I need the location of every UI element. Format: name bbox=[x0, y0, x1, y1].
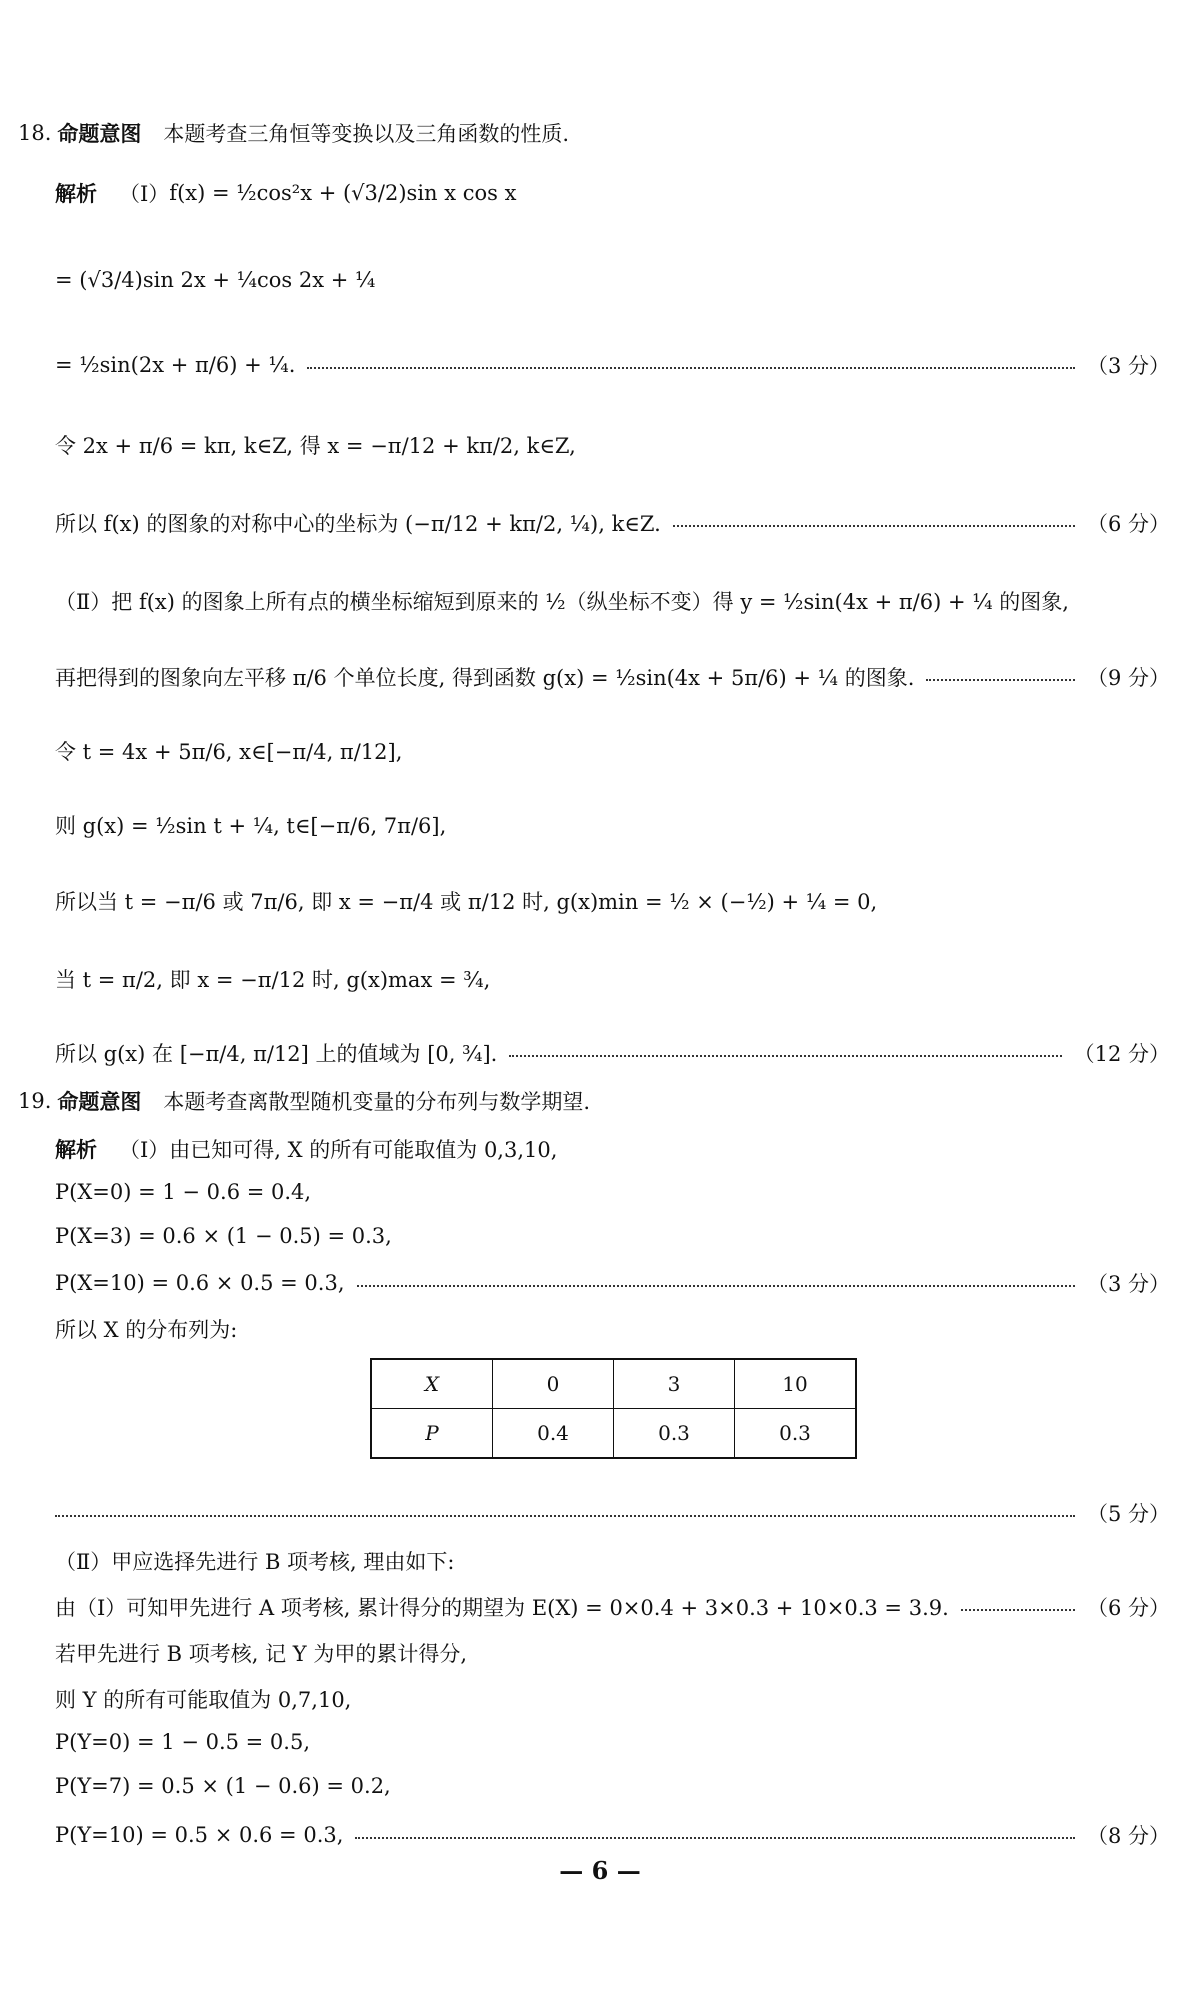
q18-line5-score: （6 分） bbox=[1086, 512, 1170, 536]
q19-heading-label: 命题意图 bbox=[57, 1090, 142, 1114]
q18-line7-text: 再把得到的图象向左平移 π/6 个单位长度, 得到函数 g(x) = ½sin(4x + 5π/6) + ¼ 的图象. bbox=[55, 666, 915, 690]
q19-line8 bbox=[55, 1638, 1170, 1668]
q19-line10 bbox=[55, 1730, 1170, 1754]
q18-line3-text: = ½sin(2x + π/6) + ¼. bbox=[55, 353, 296, 377]
q18-line8 bbox=[55, 736, 1170, 766]
q18-line11 bbox=[55, 964, 1170, 994]
q19-line3 bbox=[55, 1224, 1170, 1248]
q19-line1 bbox=[55, 1134, 1170, 1164]
q19-line4 bbox=[55, 1268, 1170, 1298]
q18-line6-text: （Ⅱ）把 f(x) 的图象上所有点的横坐标缩短到原来的 ½（纵坐标不变）得 y = ½sin(4x + π/6) + ¼ 的图象, bbox=[55, 590, 1069, 614]
q18-line9-text: 则 g(x) = ½sin t + ¼, t∈[−π/6, 7π/6], bbox=[55, 814, 447, 838]
q19-line4-text: P(X=10) = 0.6 × 0.5 = 0.3, bbox=[55, 1271, 345, 1295]
q18-line4-text: 令 2x + π/6 = kπ, k∈Z, 得 x = −π/12 + kπ/2, k∈Z, bbox=[55, 434, 576, 458]
q19-table-score: （5 分） bbox=[1086, 1502, 1170, 1526]
q18-line10 bbox=[55, 886, 1170, 916]
q18-line11-text: 当 t = π/2, 即 x = −π/12 时, g(x)max = ¾, bbox=[55, 968, 491, 992]
q19-line7-text: 由（Ⅰ）可知甲先进行 A 项考核, 累计得分的期望为 E(X) = 0×0.4 + 3×0.3 + 10×0.3 = 3.9. bbox=[55, 1596, 949, 1620]
q18-part1-label: （Ⅰ） bbox=[119, 182, 170, 206]
q18-line7 bbox=[55, 662, 1170, 692]
q19-line5-text: 所以 X 的分布列为: bbox=[55, 1318, 238, 1342]
q18-line12-text: 所以 g(x) 在 [−π/4, π/12] 上的值域为 [0, ¾]. bbox=[55, 1042, 498, 1066]
q19-line10-text: P(Y=0) = 1 − 0.5 = 0.5, bbox=[55, 1730, 311, 1754]
table-cell-text: P bbox=[425, 1421, 439, 1445]
q18-heading-text: 本题考查三角恒等变换以及三角函数的性质. bbox=[163, 122, 570, 146]
table-row bbox=[371, 1359, 856, 1409]
q18-line3-score: （3 分） bbox=[1086, 354, 1170, 378]
q18-line3 bbox=[55, 350, 1170, 380]
score-leader-dots bbox=[926, 679, 1075, 681]
table-cell: 3 bbox=[614, 1359, 735, 1409]
q19-line1-text: （Ⅰ）由已知可得, X 的所有可能取值为 0,3,10, bbox=[119, 1138, 558, 1162]
q18-heading bbox=[18, 118, 1170, 148]
q18-line8-text: 令 t = 4x + 5π/6, x∈[−π/4, π/12], bbox=[55, 740, 403, 764]
q19-table-score-line bbox=[55, 1498, 1170, 1528]
q19-line12-text: P(Y=10) = 0.5 × 0.6 = 0.3, bbox=[55, 1823, 344, 1847]
distribution-table bbox=[370, 1358, 857, 1459]
table-cell bbox=[371, 1409, 493, 1459]
score-leader-dots bbox=[961, 1609, 1075, 1611]
q19-heading-text: 本题考查离散型随机变量的分布列与数学期望. bbox=[163, 1090, 591, 1114]
q19-line9-text: 则 Y 的所有可能取值为 0,7,10, bbox=[55, 1688, 352, 1712]
q19-line6-text: （Ⅱ）甲应选择先进行 B 项考核, 理由如下: bbox=[55, 1550, 455, 1574]
q18-number: 18. bbox=[18, 121, 52, 145]
q19-line9 bbox=[55, 1684, 1170, 1714]
q19-line7 bbox=[55, 1592, 1170, 1622]
q18-line5 bbox=[55, 508, 1170, 538]
table-cell: 0.3 bbox=[614, 1409, 735, 1459]
q18-heading-label: 命题意图 bbox=[57, 122, 142, 146]
q18-line2 bbox=[55, 268, 1170, 292]
q19-line4-score: （3 分） bbox=[1086, 1272, 1170, 1296]
q19-heading bbox=[18, 1086, 1170, 1116]
q19-line3-text: P(X=3) = 0.6 × (1 − 0.5) = 0.3, bbox=[55, 1224, 392, 1248]
q18-line2-text: = (√3/4)sin 2x + ¼cos 2x + ¼ bbox=[55, 268, 376, 292]
q18-line1-text: f(x) = ½cos²x + (√3/2)sin x cos x bbox=[169, 181, 517, 205]
q18-line9 bbox=[55, 810, 1170, 840]
q19-line11-text: P(Y=7) = 0.5 × (1 − 0.6) = 0.2, bbox=[55, 1774, 391, 1798]
score-leader-dots bbox=[355, 1837, 1075, 1839]
q18-line12-score: （12 分） bbox=[1073, 1042, 1170, 1066]
table-cell-text: X bbox=[424, 1372, 440, 1396]
score-leader-dots bbox=[55, 1515, 1075, 1517]
q19-line2-text: P(X=0) = 1 − 0.6 = 0.4, bbox=[55, 1180, 312, 1204]
q18-line5-text: 所以 f(x) 的图象的对称中心的坐标为 (−π/12 + kπ/2, ¼), k∈Z. bbox=[55, 512, 661, 536]
table-row bbox=[371, 1409, 856, 1459]
q19-line6 bbox=[55, 1546, 1170, 1576]
table-cell: 10 bbox=[735, 1359, 857, 1409]
score-leader-dots bbox=[307, 367, 1075, 369]
q19-line12 bbox=[55, 1820, 1170, 1850]
q18-line1 bbox=[55, 178, 1170, 208]
q19-line12-score: （8 分） bbox=[1086, 1824, 1170, 1848]
score-leader-dots bbox=[673, 525, 1075, 527]
page-number: — 6 — bbox=[559, 1856, 641, 1885]
score-leader-dots bbox=[357, 1285, 1075, 1287]
q19-line7-score: （6 分） bbox=[1086, 1596, 1170, 1620]
q18-line7-score: （9 分） bbox=[1086, 666, 1170, 690]
q19-jiexi-label: 解析 bbox=[55, 1138, 97, 1162]
table-cell: 0.4 bbox=[493, 1409, 614, 1459]
q19-line8-text: 若甲先进行 B 项考核, 记 Y 为甲的累计得分, bbox=[55, 1642, 468, 1666]
table-cell bbox=[371, 1359, 493, 1409]
q19-number: 19. bbox=[18, 1089, 52, 1113]
q18-line12 bbox=[55, 1038, 1170, 1068]
score-leader-dots bbox=[509, 1055, 1061, 1057]
table-cell: 0 bbox=[493, 1359, 614, 1409]
q18-line6 bbox=[55, 586, 1170, 616]
q18-line10-text: 所以当 t = −π/6 或 7π/6, 即 x = −π/4 或 π/12 时, g(x)min = ½ × (−½) + ¼ = 0, bbox=[55, 890, 878, 914]
q19-line11 bbox=[55, 1774, 1170, 1798]
q18-line4 bbox=[55, 430, 1170, 460]
q19-line2 bbox=[55, 1180, 1170, 1204]
q19-line5 bbox=[55, 1314, 1170, 1344]
q18-jiexi-label: 解析 bbox=[55, 182, 97, 206]
table-cell: 0.3 bbox=[735, 1409, 857, 1459]
